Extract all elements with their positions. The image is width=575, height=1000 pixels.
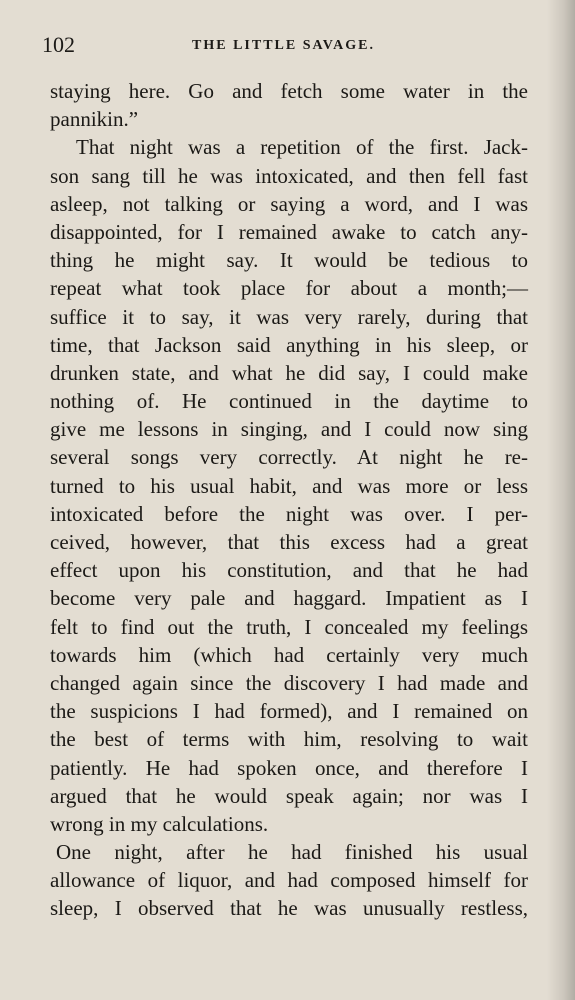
body-text bbox=[50, 77, 528, 923]
text-line: argued that he would speak again; nor was I bbox=[50, 783, 528, 808]
page-header bbox=[42, 32, 529, 60]
text-line: patiently. He had spoken once, and therefore I bbox=[50, 755, 528, 780]
text-line: time, that Jackson said anything in his sleep, or bbox=[50, 332, 528, 357]
running-head: THE LITTLE SAVAGE. bbox=[192, 38, 375, 53]
text-line: intoxicated before the night was over. I per- bbox=[50, 501, 528, 526]
text-line: disappointed, for I remained awake to catch any- bbox=[50, 219, 528, 244]
text-line: towards him (which had certainly very much bbox=[50, 642, 528, 667]
text-line: asleep, not talking or saying a word, and I was bbox=[50, 191, 528, 216]
text-line: suffice it to say, it was very rarely, during that bbox=[50, 304, 528, 329]
text-line: give me lessons in singing, and I could now sing bbox=[50, 417, 528, 442]
page-number: 102 bbox=[42, 32, 75, 57]
text-line: staying here. Go and fetch some water in the bbox=[50, 79, 528, 103]
text-line: thing he might say. It would be tedious to bbox=[50, 248, 528, 273]
text-line: wrong in my calculations. bbox=[50, 811, 269, 836]
text-line: allowance of liquor, and had composed himself for bbox=[50, 868, 528, 893]
text-line: ceived, however, that this excess had a great bbox=[50, 530, 528, 554]
text-line: drunken state, and what he did say, I could make bbox=[50, 360, 528, 385]
text-line: become very pale and haggard. Impatient as I bbox=[50, 586, 528, 611]
text-line: effect upon his constitution, and that he had bbox=[50, 558, 528, 583]
text-line: sleep, I observed that he was unusually restless, bbox=[50, 896, 528, 921]
text-line: son sang till he was intoxicated, and then fell fast bbox=[50, 163, 528, 188]
text-line: changed again since the discovery I had made and bbox=[50, 670, 528, 695]
text-line: nothing of. He continued in the daytime to bbox=[50, 389, 528, 414]
text-line: the best of terms with him, resolving to wait bbox=[50, 727, 528, 752]
paragraph-first-line: One night, after he had finished his usual bbox=[56, 840, 528, 865]
text-line: pannikin.” bbox=[50, 107, 139, 132]
text-line: the suspicions I had formed), and I remained on bbox=[50, 699, 528, 724]
text-line: felt to find out the truth, I concealed my feelings bbox=[50, 614, 528, 639]
text-line: repeat what took place for about a month;— bbox=[50, 276, 528, 301]
paragraph-first-line: That night was a repetition of the first. Jack- bbox=[76, 135, 528, 160]
text-line: turned to his usual habit, and was more or less bbox=[50, 473, 528, 498]
page-edge-shadow bbox=[547, 0, 575, 1000]
text-line: several songs very correctly. At night he re- bbox=[50, 445, 528, 470]
